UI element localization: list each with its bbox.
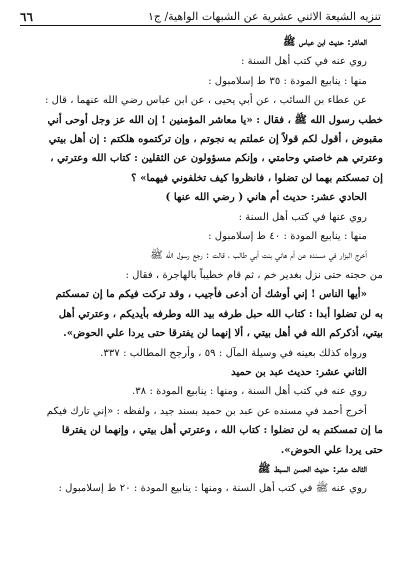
text-line: خطب رسول الله ﷺ ، فقال : «يا معاشر المؤمنين ! إن الله عز وجل أوحى أني bbox=[47, 113, 383, 126]
text-line: مقبوض ، أقول لكم قولاً إن عملتم به نجوتم ، وإن تركتموه هلكتم : إن أهل بيتي bbox=[48, 133, 383, 146]
text-line: وعترتي هم خاصتي وحامتي ، وإنكم مسؤولون عن الثقلين : كتاب الله وعترتي ، bbox=[50, 152, 383, 165]
text-line: أخرج البزار في مسنده عن أم هاني بنت أبي طالب ، قالت : رجع رسول الله ﷺ bbox=[150, 250, 367, 262]
text-line: منها : ينابيع المودة : ٤٠ ط إسلامبول : bbox=[208, 231, 367, 243]
text-line: به لن تضلوا أبدا : كتاب الله حبل طرفه بيد الله وطرفه بأيديكم ، وعترتي أهل bbox=[58, 307, 383, 320]
text-line: إن تمسكتم بهما لن تضلوا ، فانظروا كيف تخلفوني فيهما» ؟ bbox=[131, 171, 383, 184]
header-rule bbox=[20, 25, 381, 26]
text-line: عن عطاء بن السائب ، عن أبي يحيى ، عن ابن عباس رضي الله عنهما ، قال : bbox=[44, 95, 367, 107]
text-line: الحادي عشر: حديث أم هاني ( رضي الله عنها ) bbox=[165, 191, 367, 204]
text-line: ما إن تمسكتم به لن تضلوا : كتاب الله ، وعترتي أهل بيتي ، وإنهما لن يفترقا bbox=[61, 424, 383, 437]
text-line: ورواه كذلك بعينه في وسيلة المآل : ٥٩ ، وأرجح المطالب : ٣٣٧. bbox=[100, 347, 367, 359]
running-title: تنزيه الشيعة الاثني عشرية عن الشبهات الواهية/ ج١ bbox=[147, 10, 381, 23]
text-line: أخرج أحمد في مسنده عن عبد بن حميد بسند جيد ، ولفظه : «إني تارك فيكم bbox=[46, 405, 367, 417]
page-number: ٦٦ bbox=[20, 10, 33, 24]
text-line: من حجته حتى نزل بغدير خم ، ثم قام خطيباً بالهاجرة ، فقال : bbox=[125, 269, 383, 281]
text-line: منها : ينابيع المودة : ٣٥ ط إسلامبول : bbox=[208, 75, 367, 87]
text-line: روي عنه ﷺ في كتب أهل السنة ، ومنها : ينابيع المودة : ٢٠ ط إسلامبول : bbox=[58, 483, 367, 495]
text-line: «أيها الناس ! إني أوشك أن أدعى فأجيب ، وقد تركت فيكم ما إن تمسكتم bbox=[55, 288, 367, 301]
text-line: الثاني عشر: حديث عبد بن حميد bbox=[231, 365, 367, 378]
page-body bbox=[20, 33, 383, 499]
text-line: الثالث عشر: حديث الحسن السبط ﷺ bbox=[257, 462, 367, 475]
text-line: بيتي، أذكركم الله في أهل بيتي ، ألا إنهما لن يفترقا حتى يردا علي الحوض». bbox=[63, 327, 383, 340]
text-line: روي عنه في كتب أهل السنة ، ومنها : ينابيع المودة : ٣٨. bbox=[132, 386, 367, 398]
text-line: روي عنه في كتب أهل السنة : bbox=[240, 56, 367, 68]
page-header bbox=[20, 6, 381, 24]
text-line: العاشر: حديث ابن عباس ﷺ bbox=[283, 36, 367, 48]
text-line: حتى يردا علي الحوض». bbox=[280, 443, 383, 456]
text-line: روي عنها في كتب أهل السنة : bbox=[238, 211, 367, 223]
